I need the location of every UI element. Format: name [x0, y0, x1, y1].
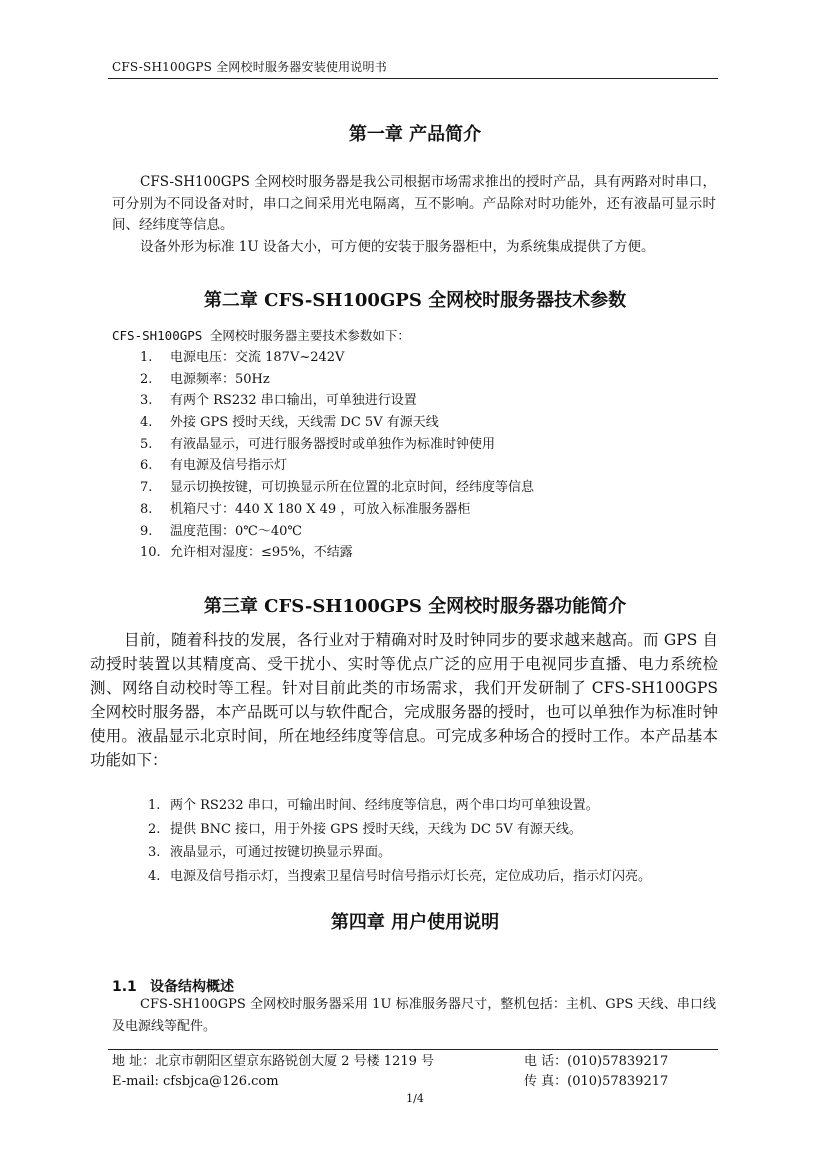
functions-list	[148, 794, 651, 888]
tech-params-list	[140, 346, 534, 563]
chapter2-title: 第二章 CFS-SH100GPS 全网校时服务器技术参数	[203, 290, 627, 311]
chapter1-body	[112, 172, 716, 258]
list-item: 2. 电源频率：50Hz	[140, 371, 270, 387]
list-item: 9. 温度范围：0℃～40℃	[140, 523, 302, 539]
list-item: 4. 外接 GPS 授时天线，天线需 DC 5V 有源天线	[140, 415, 439, 431]
footer-fax: 传 真：(010)57839217	[524, 1074, 669, 1089]
list-item: 8. 机箱尺寸：440 X 180 X 49 ，可放入标准服务器柜	[140, 501, 471, 517]
chapter2-intro: CFS-SH100GPS 全网校时服务器主要技术参数如下：	[112, 328, 410, 343]
list-item: 5. 有液晶显示，可进行服务器授时或单独作为标准时钟使用	[140, 436, 496, 452]
list-item: 3. 有两个 RS232 串口输出，可单独进行设置	[140, 393, 417, 409]
list-item: 4. 电源及信号指示灯，当搜索卫星信号时信号指示灯长亮，定位成功后，指示灯闪亮。	[148, 868, 652, 884]
list-item: 1. 电源电压：交流 187V~242V	[140, 350, 345, 365]
section-title: 设备结构概述	[150, 979, 234, 995]
footer-address: 地 址：北京市朝阳区望京东路锐创大厦 2 号楼 1219 号	[112, 1054, 435, 1069]
page-number: 1/4	[406, 1092, 424, 1105]
section-number: 1.1	[112, 979, 137, 995]
section-heading	[112, 976, 234, 996]
chapter4-paragraph: CFS-SH100GPS 全网校时服务器采用 1U 标准服务器尺寸，整机包括：主机、GPS 天线、串口线及电源线等配件。	[112, 997, 716, 1034]
header-rule	[108, 78, 718, 79]
footer-phone: 电 话：(010)57839217	[524, 1054, 669, 1069]
chapter1-paragraph-2: 设备外形为标准 1U 设备大小，可方便的安装于服务器柜中，为系统集成提供了方便。	[140, 238, 655, 255]
list-item: 6. 有电源及信号指示灯	[140, 458, 288, 474]
page-header-title: CFS-SH100GPS 全网校时服务器安装使用说明书	[112, 60, 387, 74]
footer-right	[524, 1052, 668, 1092]
chapter3-title: 第三章 CFS-SH100GPS 全网校时服务器功能简介	[203, 596, 627, 617]
footer-left	[112, 1052, 434, 1092]
list-item: 3. 液晶显示，可通过按键切换显示界面。	[148, 845, 392, 860]
footer-email: E-mail: cfsbjca@126.com	[112, 1074, 279, 1089]
chapter1-title: 第一章 产品简介	[348, 124, 482, 145]
chapter3-body	[90, 628, 718, 772]
chapter4-title: 第四章 用户使用说明	[330, 912, 500, 933]
chapter4-body	[112, 994, 716, 1038]
list-item: 1. 两个 RS232 串口，可输出时间、经纬度等信息，两个串口均可单独设置。	[148, 798, 599, 813]
list-item: 2. 提供 BNC 接口，用于外接 GPS 授时天线，天线为 DC 5V 有源天线。	[148, 821, 582, 837]
chapter3-paragraph: 目前，随着科技的发展，各行业对于精确对时及时钟同步的要求越来越高。而 GPS 自动授时装置以其精度高、受干扰小、实时等优点广泛的应用于电视同步直播、电力系统检测、网络自动校时等工程。针对目前此类的市场需求，我们开发研制了 CFS-SH100GPS 全网校时服务器，本产品既可以与软件配合，完成服务器的授时，也可以单独作为标准时钟使用。液晶显示北京时间，所在地经纬度等信息。可完成多种场合的授时工作。本产品基本功能如下：	[90, 631, 718, 769]
footer-rule	[108, 1049, 718, 1050]
list-item: 10. 允许相对湿度：≤95%，不结露	[140, 545, 353, 561]
list-item: 7. 显示切换按键，可切换显示所在位置的北京时间，经纬度等信息	[140, 480, 535, 496]
chapter1-paragraph-1: CFS-SH100GPS 全网校时服务器是我公司根据市场需求推出的授时产品，具有两路对时串口，可分别为不同设备对时，串口之间采用光电隔离，互不影响。产品除对时功能外，还有液晶可显示时间、经纬度等信息。	[112, 174, 716, 233]
